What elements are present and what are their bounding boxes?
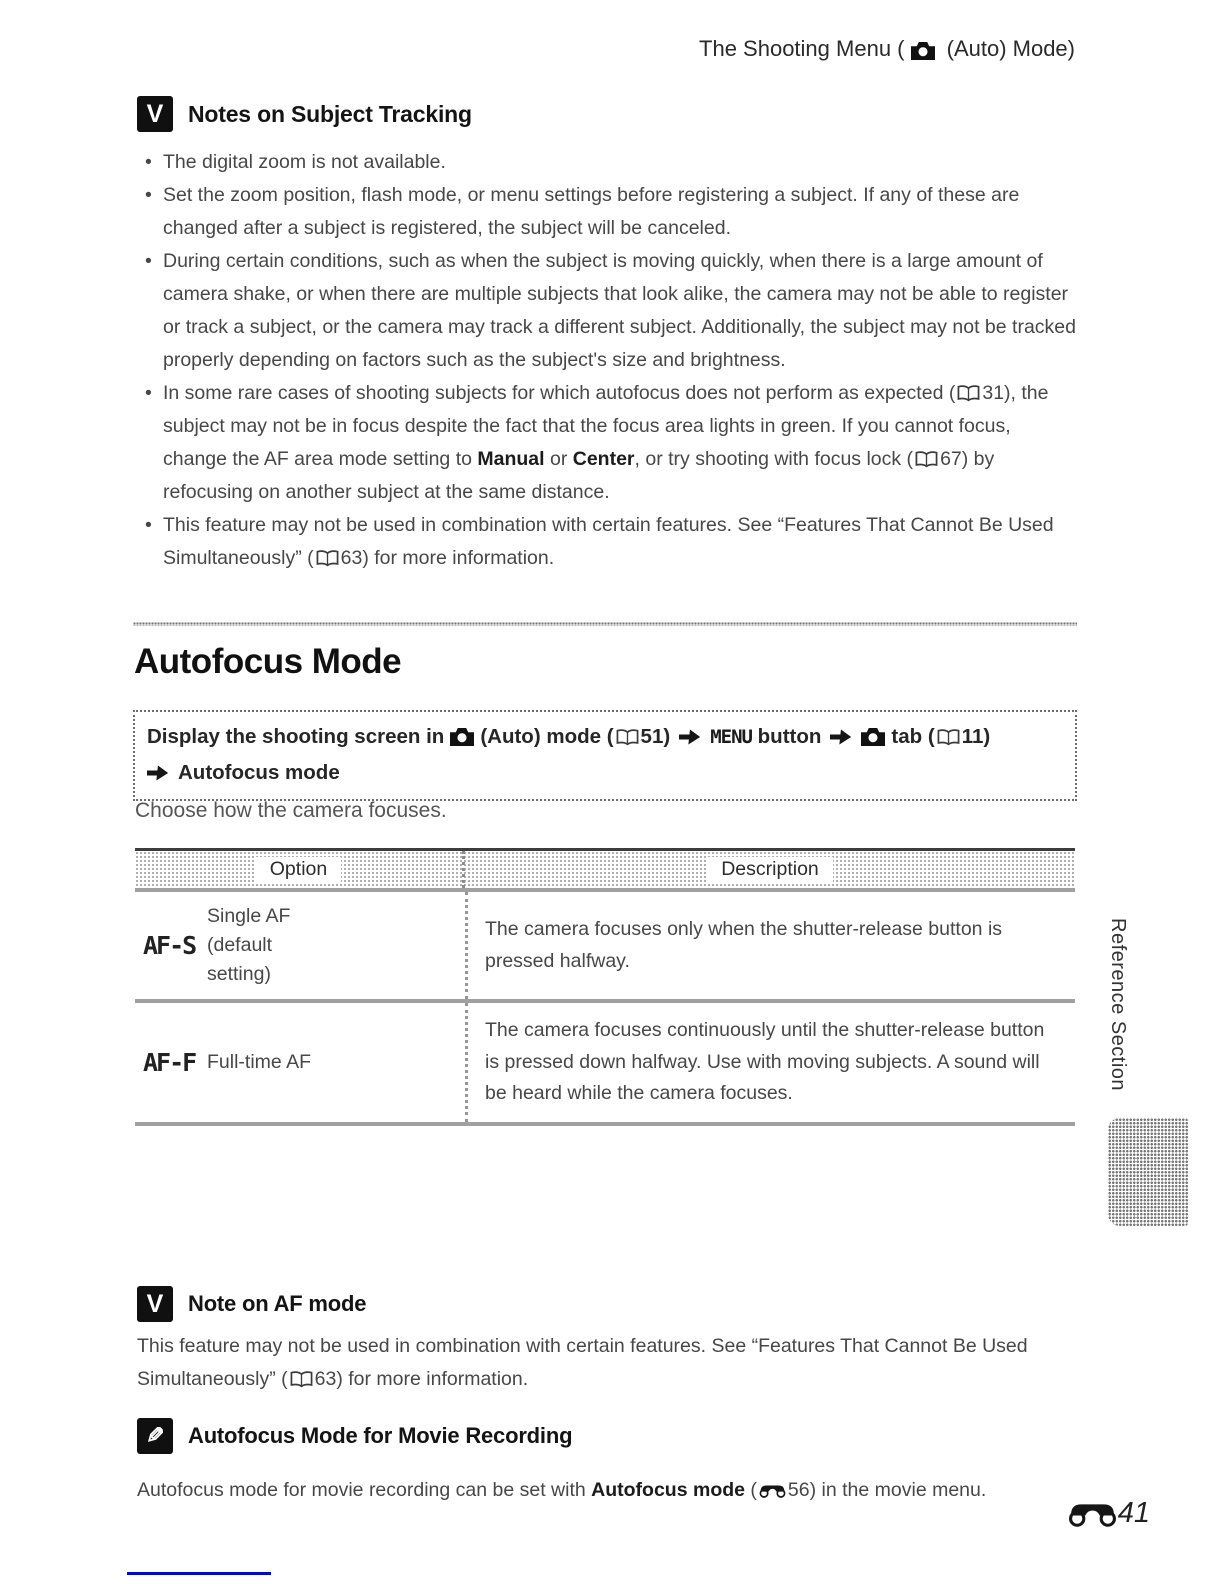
- table-header-description: Description: [465, 851, 1075, 888]
- section-tab-marker: [1108, 1118, 1188, 1226]
- pencil-tip-icon: [137, 1418, 173, 1454]
- notes-heading: [137, 96, 472, 132]
- bullet-rare-cases-text-3: or: [544, 448, 573, 470]
- option-cell-single-af: [135, 892, 465, 999]
- route-text-5: tab (: [891, 725, 935, 748]
- bullet-rare-cases-text-1: In some rare cases of shooting subjects for which autofocus does not perform as expected (: [163, 382, 956, 404]
- description-cell: [465, 1003, 1075, 1122]
- note-af-heading: [137, 1286, 366, 1322]
- option-label: Single AF (default setting): [207, 905, 291, 985]
- notes-heading-title: Notes on Subject Tracking: [188, 100, 472, 127]
- caution-icon-glyph: V: [146, 1289, 164, 1318]
- bullet-feature-combination: [137, 509, 1079, 575]
- manual-option-label: Manual: [477, 448, 545, 470]
- notes-bullet-list: [137, 146, 1079, 575]
- description-text: The camera focuses only when the shutter-release button is pressed halfway.: [485, 918, 1003, 972]
- menu-route-box: [133, 710, 1077, 801]
- caution-icon: [137, 96, 173, 132]
- camera-icon: [861, 722, 885, 741]
- running-header-prefix: The Shooting Menu (: [699, 36, 905, 61]
- bullet-rare-cases: [137, 377, 1079, 509]
- caution-icon-glyph: V: [146, 99, 164, 128]
- af-f-badge: AF-F: [143, 1047, 196, 1077]
- route-text-6: 11): [961, 725, 991, 748]
- open-book-page-reference-icon: [937, 722, 960, 739]
- bullet-digital-zoom: • The digital zoom is not available.: [137, 146, 1079, 179]
- open-book-page-reference-icon: [290, 1366, 313, 1383]
- note-af-text-2: 63) for more information.: [314, 1368, 529, 1390]
- bullet-rare-cases-text-2: 31), the subject may not be in focus despite the fact that the focus area lights in green. If you cannot focus, change the AF area mode setting to: [163, 382, 1049, 470]
- description-text: The camera focuses continuously until the shutter-release button is pressed down halfway. Use with moving subjects. A sound will be heard while the camera focuses.: [485, 1019, 1045, 1104]
- route-text-2: (Auto) mode (: [480, 725, 614, 748]
- open-book-page-reference-icon: [915, 446, 938, 463]
- option-label: Full-time AF: [207, 1050, 312, 1073]
- movie-heading-title: Autofocus Mode for Movie Recording: [188, 1423, 573, 1448]
- route-text-3: 51): [640, 725, 671, 748]
- note-af-heading-title: Note on AF mode: [188, 1291, 367, 1316]
- movie-text-2: (: [745, 1479, 757, 1501]
- page-number: [1068, 1497, 1150, 1530]
- note-af-paragraph: [137, 1330, 1079, 1396]
- table-row: [135, 1003, 1075, 1126]
- movie-paragraph: [137, 1474, 1079, 1507]
- bullet-rare-cases-text-4: , or try shooting with focus lock (: [634, 448, 914, 470]
- route-text-7: Autofocus mode: [178, 761, 340, 784]
- autofocus-mode-title: Autofocus Mode: [134, 642, 402, 681]
- af-s-badge: AF-S: [143, 931, 196, 960]
- description-cell: [465, 892, 1075, 999]
- movie-text-3: 56) in the movie menu.: [787, 1479, 987, 1501]
- reference-section-label: Reference Section: [1107, 918, 1129, 1092]
- right-arrow-icon: [830, 721, 852, 737]
- movie-heading: [137, 1418, 572, 1454]
- section-divider: [133, 622, 1077, 626]
- lead-sentence: Choose how the camera focuses.: [135, 799, 447, 822]
- bullet-certain-conditions: • During certain conditions, such as when the subject is moving quickly, when there is a large amount of camera shake, or when there are multiple subjects that look alike, the camera may not be able to register or track a subject, or the camera may track a different subject. Additionally, the subject may not be tracked properly depending on factors such as the subject's size and brightness.: [137, 245, 1079, 377]
- camera-icon: [911, 40, 935, 59]
- table-header-option: Option: [135, 851, 465, 888]
- camera-icon: [450, 722, 474, 741]
- note-af-text-1: This feature may not be used in combination with certain features. See “Features That Cannot Be Used Simultaneously” (: [137, 1335, 1028, 1390]
- open-book-page-reference-icon: [316, 545, 339, 562]
- center-option-label: Center: [572, 448, 635, 470]
- reference-section-page-icon: [759, 1476, 786, 1491]
- pencil-icon-glyph: ✎: [145, 1423, 165, 1448]
- table-row: [135, 892, 1075, 1003]
- movie-text-1: Autofocus mode for movie recording can be set with: [137, 1479, 592, 1501]
- route-text-4: button: [757, 725, 822, 748]
- page-number-text: 41: [1117, 1497, 1150, 1529]
- running-header-suffix: (Auto) Mode): [940, 36, 1075, 61]
- menu-button-label: MENU: [710, 726, 752, 748]
- open-book-page-reference-icon: [957, 380, 980, 397]
- route-text-1: Display the shooting screen in: [147, 725, 445, 748]
- running-header: [699, 36, 1075, 62]
- right-arrow-icon: [679, 721, 701, 737]
- autofocus-mode-bold-label: Autofocus mode: [591, 1479, 745, 1501]
- caution-icon: [137, 1286, 173, 1322]
- open-book-page-reference-icon: [616, 722, 639, 739]
- option-cell-full-time-af: [135, 1003, 465, 1122]
- bullet-rare-cases-text-5: 67) by refocusing on another subject at the same distance.: [163, 448, 995, 503]
- bullet-zoom-position: • Set the zoom position, flash mode, or menu settings before registering a subject. If any of these are changed after a subject is registered, the subject will be canceled.: [137, 179, 1079, 245]
- table-header-row: [135, 851, 1075, 892]
- reference-section-page-icon: [1068, 1500, 1117, 1527]
- bullet-feature-combination-text-1: This feature may not be used in combination with certain features. See “Features That Cannot Be Used Simultaneously” (: [163, 514, 1054, 569]
- bullet-feature-combination-text-2: 63) for more information.: [340, 547, 555, 569]
- autofocus-options-table: [135, 848, 1075, 1126]
- footer-blue-rule: [127, 1572, 271, 1575]
- right-arrow-icon: [147, 757, 169, 773]
